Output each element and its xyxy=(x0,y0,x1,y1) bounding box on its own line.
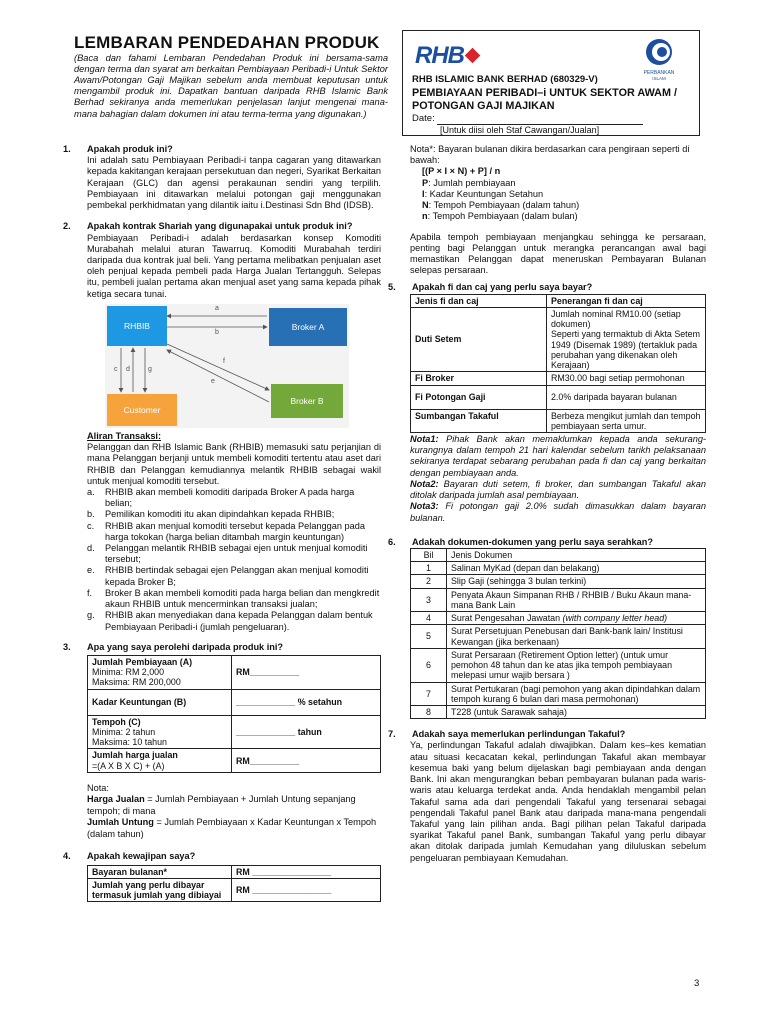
table-row: Jumlah harga jualan =(A X B X C) + (A) RM__________ xyxy=(88,749,381,772)
arrow-label-c: c xyxy=(114,365,118,373)
q1-body: Ini adalah satu Pembiayaan Peribadi-i tanpa cagaran yang ditawarkan kepada kakitangan kerajaan persekutuan dan negeri, Syarikat Berkaitan Kerajaan (GLC) dan agensi perakaunan sendiri yang terpilih. Pembiayaan ini ditawarkan melalui potongan gaji menggunakan pembekal perkhidmatan yang dilantik iaitu i.Destinasi Sdn Bhd (IDSB). xyxy=(87,155,381,211)
arrow-label-d: d xyxy=(126,365,130,373)
tawarruq-diagram xyxy=(105,304,349,428)
section-q2 xyxy=(63,221,381,632)
arrow-label-a: a xyxy=(215,304,219,312)
arrow-label-b: b xyxy=(215,328,219,336)
intro-text: (Baca dan fahami Lembaran Pendedahan Produk ini bersama-sama dengan terma dan syarat am berkaitan Pembiayaan Peribadi-i Untuk Sektor Awam/Potongan Gaji Majikan sebelum anda membuat keputusan untuk mengambil produk ini. Dapatkan bantuan daripada RHB Islamic Bank Berhad sekiranya anda memerlukan penjelasan lanjut mengenai mana-mana bahagian dalam dokumen ini atau terma-terma yang digunakan.) xyxy=(74,52,388,119)
section-q7 xyxy=(388,729,706,864)
table-row: 8 T228 (untuk Sarawak sahaja) xyxy=(411,705,706,718)
table-header-row: Bil Jenis Dokumen xyxy=(411,548,706,561)
right-column xyxy=(388,144,706,864)
bank-name: RHB ISLAMIC BANK BERHAD (680329-V) xyxy=(412,74,598,85)
table-row: 4 Surat Pengesahan Jawatan (with company letter head) xyxy=(411,612,706,625)
q5-number: 5. xyxy=(388,282,396,293)
table-row: Fi Broker RM30.00 bagi setiap permohonan xyxy=(411,372,706,385)
definition-item: n: Tempoh Pembiayaan (dalam bulan) xyxy=(422,211,578,222)
date-field[interactable] xyxy=(437,115,643,125)
arrow-label-g: g xyxy=(148,365,152,373)
page-title: LEMBARAN PENDEDAHAN PRODUK xyxy=(74,33,380,52)
diagram-box-broker-a: Broker A xyxy=(269,308,347,346)
flow-title: Aliran Transaksi: xyxy=(87,430,162,441)
definition-item: N: Tempoh Pembiayaan (dalam tahun) xyxy=(422,200,580,211)
table-header-row: Jenis fi dan caj Penerangan fi dan caj xyxy=(411,294,706,307)
table-row: Duti Setem Jumlah nominal RM10.00 (setiap dokumen) Seperti yang termaktub di Akta Setem 1949 (Disemak 1989) (tertakluk pada perubahan yang dikenakan oleh Kerajaan) xyxy=(411,307,706,371)
selling-price-field[interactable]: RM__________ xyxy=(232,749,381,772)
table-row: 7 Surat Pertukaran (bagi pemohon yang akan dipindahkan dalam tempoh kurang 6 bulan dari masa permohonan) xyxy=(411,682,706,705)
monthly-payment-field[interactable]: RM ________________ xyxy=(232,865,381,878)
q2-title: Apakah kontrak Shariah yang digunapakai untuk produk ini? xyxy=(87,221,353,232)
q6-title: Adakah dokumen-dokumen yang perlu saya serahkan? xyxy=(412,536,653,547)
section-q4 xyxy=(63,851,381,902)
rhb-logo-text: RHB xyxy=(415,42,464,69)
section-q5 xyxy=(388,282,706,523)
arrow-label-f: f xyxy=(223,357,225,365)
q3-title: Apa yang saya perolehi daripada produk ini? xyxy=(87,641,284,652)
flow-step: g. RHBIB akan menyediakan dana kepada Pelanggan dalam bentuk Pembiayaan Peribadi-i (jumlah pengeluaran). xyxy=(87,610,373,632)
fee-note: Nota1: Pihak Bank akan memaklumkan kepada anda sekurang-kurangnya dalam tempoh 21 hari kalendar sebelum tarikh pelaksanaan sekiranya terdapat sebarang perubahan pada fi dan caj yang berkaitan dengan pembiayaan anda. xyxy=(410,433,706,478)
q5-title: Apakah fi dan caj yang perlu saya bayar? xyxy=(412,282,593,293)
section-q3 xyxy=(63,642,381,841)
diagram-box-customer: Customer xyxy=(107,394,177,426)
bank-info-box xyxy=(402,30,700,136)
flow-step: a. RHBIB akan membeli komoditi daripada Broker A pada harga belian; xyxy=(87,486,355,509)
flow-step: c. RHBIB akan menjual komoditi tersebut kepada Pelanggan pada harga tokokan (harga belian ditambah margin keuntungan) xyxy=(87,520,365,542)
q4-title: Apakah kewajipan saya? xyxy=(87,851,196,862)
nota-text: Nota*: Bayaran bulanan dikira berdasarkan cara pengiraan seperti di bawah: xyxy=(410,144,690,166)
q4-number: 4. xyxy=(63,851,71,862)
flow-step: e. RHBIB bertindak sebagai ejen Pelanggan akan menjual komoditi kepada Broker B; xyxy=(87,565,369,587)
profit-rate-field[interactable]: ____________ % setahun xyxy=(232,689,381,715)
flow-step: f. Broker B akan membeli komoditi pada harga belian dan mengkredit akaun RHBIB untuk mencerminkan transaksi jualan; xyxy=(87,587,380,610)
table-row: 2 Slip Gaji (sehingga 3 bulan terkini) xyxy=(411,575,706,588)
fee-notes xyxy=(410,434,706,524)
perbankan-islam-icon xyxy=(644,37,674,67)
table-row: Jumlah yang perlu dibayar termasuk jumlah yang dibiayai RM ________________ xyxy=(88,878,381,901)
q2-body: Pembiayaan Peribadi-i adalah berdasarkan konsep Komoditi Murabahah melalui aturan Tawarruq. Komoditi Murabahah terdiri daripada dua kontrak jual beli. Yang pertama melibatkan penjualan aset oleh penjual kepada pembeli pada Harga Jualan Tertangguh. Selepas itu, pembeli jualan pertama akan menjual aset yang sama kepada pihak ketiga secara tunai. xyxy=(87,232,381,299)
documents-table xyxy=(410,548,706,719)
section-q1 xyxy=(63,144,381,211)
q3-table xyxy=(87,655,381,773)
page-number: 3 xyxy=(694,978,700,989)
q7-body: Ya, perlindungan Takaful adalah diwajibkan. Dalam kes–kes kematian atau situasi kecacatan kekal, perlindungan Takaful akan membayar kesemua baki yang belum dijelaskan bagi pembiayaan anda dengan Bank. Ini akan mengurangkan beban pembayaran bulanan pada waris-waris atau keluarga terdekat anda. Anda hendaklah mengambil pelan Takaful sama ada dari pengendali Takaful yang tersenarai sebagai pengendali Takaful panel Bank atau daripada mana-mana pengendali Takaful yang lain pilihan anda. Bagi pilihan pelan Takaful daripada syarikat Takaful panel Bank, sumbangan Takaful yang perlu dibayar akan ditolak daripada jumlah Kemudahan yang diluluskan sebelum pengeluaran pembiayaan Kemudahan. xyxy=(410,740,706,863)
staff-note: [Untuk diisi oleh Staf Cawangan/Jualan] xyxy=(440,125,600,136)
q3-note-title: Nota: xyxy=(87,782,109,793)
perbankan-logo-line2: ISLAM xyxy=(652,76,666,82)
table-row: Tempoh (C) Minima: 2 tahun Maksima: 10 tahun ____________ tahun xyxy=(88,715,381,749)
table-row: 5 Surat Persetujuan Penebusan dari Bank-bank lain/ Institusi Kewangan (jika berkenaan) xyxy=(411,625,706,648)
retirement-paragraph: Apabila tempoh pembiayaan menjangkau sehingga ke persaraan, penting bagi Pelanggan untuk merangka perancangan awal bagi memastikan Pelanggan dapat meneruskan Pembayaran Bulanan selepas persaraan. xyxy=(410,231,706,276)
perbankan-logo-line1: PERBANKAN xyxy=(643,70,675,77)
definition-item: P: Jumlah pembiayaan xyxy=(422,177,516,188)
diagram-box-broker-b: Broker B xyxy=(271,384,343,418)
arrow-label-e: e xyxy=(211,377,215,385)
fee-note: Nota2: Bayaran duti setem, fi broker, dan sumbangan Takaful akan ditolak daripada jumlah asal pembiayaan. xyxy=(410,478,706,501)
table-row: 6 Surat Persaraan (Retirement Option letter) (untuk umur pemohon 48 tahun dan ke atas jika tempoh pembiayaan melepasi umur wajib bersara ) xyxy=(411,648,706,682)
q3-note-2: Jumlah Untung = Jumlah Pembiayaan x Kadar Keuntungan x Tempoh (dalam tahun) xyxy=(87,817,377,839)
flow-step: b. Pemilikan komoditi itu akan dipindahkan kepada RHBIB; xyxy=(87,509,335,520)
table-row: Bayaran bulanan* RM ________________ xyxy=(88,865,381,878)
rhb-logo-diamond xyxy=(465,48,481,64)
flow-steps xyxy=(63,487,381,633)
q7-number: 7. xyxy=(388,729,396,740)
tenure-field[interactable]: ____________ tahun xyxy=(232,715,381,749)
formula: [(P × I × N) + P] / n xyxy=(422,166,501,177)
q2-number: 2. xyxy=(63,221,71,232)
q6-number: 6. xyxy=(388,536,396,547)
fee-note: Nota3: Fi potongan gaji 2.0% sudah dimasukkan dalam bayaran bulanan. xyxy=(410,501,706,523)
table-row: 1 Salinan MyKad (depan dan belakang) xyxy=(411,562,706,575)
table-row: Kadar Keuntungan (B) ____________ % setahun xyxy=(88,689,381,715)
q1-number: 1. xyxy=(63,144,71,154)
total-payable-field[interactable]: RM ________________ xyxy=(232,878,381,901)
left-column xyxy=(63,144,381,902)
formula-definitions xyxy=(410,178,706,223)
date-label: Date: xyxy=(412,113,435,125)
product-name: PEMBIAYAAN PERIBADI–i UNTUK SEKTOR AWAM / POTONGAN GAJI MAJIKAN xyxy=(412,86,677,112)
diagram-box-rhbib: RHBIB xyxy=(107,306,167,346)
fees-table xyxy=(410,294,706,433)
table-row: Jumlah Pembiayaan (A) Minima: RM 2,000 Maksima: RM 200,000 RM__________ xyxy=(88,656,381,690)
q3-number: 3. xyxy=(63,641,71,652)
definition-item: I: Kadar Keuntungan Setahun xyxy=(422,188,544,199)
table-row: 3 Penyata Akaun Simpanan RHB / RHBIB / Buku Akaun mana-mana Bank Lain xyxy=(411,588,706,611)
q3-note-1: Harga Jualan = Jumlah Pembiayaan + Jumlah Untung sepanjang tempoh; di mana xyxy=(87,794,356,816)
rhb-logo xyxy=(415,41,478,70)
q7-title: Adakah saya memerlukan perlindungan Takaful? xyxy=(412,729,626,740)
financing-amount-field[interactable]: RM__________ xyxy=(232,656,381,690)
table-row: Sumbangan Takaful Berbeza mengikut jumlah dan tempoh pembiayaan serta umur. xyxy=(411,409,706,432)
flow-body: Pelanggan dan RHB Islamic Bank (RHBIB) memasuki satu perjanjian di mana Pelanggan berjanji untuk membeli komoditi tertentu atau aset dari RHBIB dan Pelanggan kemudiannya melantik RHBIB sebagai wakil untuk menjual komoditi tersebut. xyxy=(87,442,381,486)
table-row: Fi Potongan Gaji 2.0% daripada bayaran bulanan xyxy=(411,385,706,409)
document-header xyxy=(74,34,388,120)
section-q6 xyxy=(388,537,706,720)
q1-title: Apakah produk ini? xyxy=(87,144,173,154)
flow-step: d. Pelanggan melantik RHBIB sebagai ejen untuk menjual komoditi tersebut; xyxy=(87,543,368,565)
q4-table xyxy=(87,865,381,903)
monthly-payment-formula-note xyxy=(388,144,706,276)
